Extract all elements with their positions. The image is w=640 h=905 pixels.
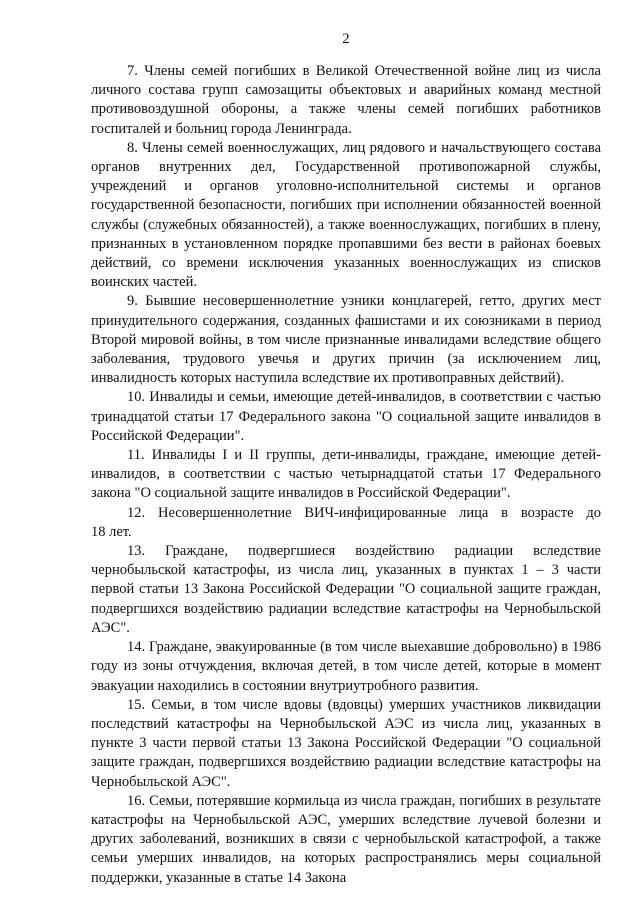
paragraph-9: 9. Бывшие несовершеннолетние узники концлагерей, гетто, других мест принудительного содержания, созданных фашистами и их союзниками в период Второй мировой войны, в том числе признанные инвалидами вследствие общего заболевания, трудового увечья и других причин (за исключением лиц, инвалидность которых наступила вследствие их противоправных действий). xyxy=(91,293,601,387)
paragraph-12: 12. Несовершеннолетние ВИЧ-инфицированные лица в возрасте до xyxy=(127,504,601,521)
document-page xyxy=(91,30,601,888)
paragraph-15: 15. Семьи, в том числе вдовы (вдовцы) умерших участников ликвидации последствий катастрофы на Чернобыльской АЭС из числа лиц, указанных в пункте 3 части первой статьи 13 Закона Российской Федерации "О социальной защите граждан, подвергшихся воздействию радиации вследствие катастрофы на Чернобыльской АЭС". xyxy=(91,696,601,790)
paragraph-16: 16. Семьи, потерявшие кормильца из числа граждан, погибших в результате катастрофы на Чернобыльской АЭС, умерших вследствие лучевой болезни и других заболеваний, возникших в связи с чернобыльской катастрофой, а также семьи умерших инвалидов, на которых распространялись меры социальной поддержки, указанные в статье 14 Закона xyxy=(91,792,601,886)
paragraph-7: 7. Члены семей погибших в Великой Отечественной войне лиц из числа личного состава групп самозащиты объектовых и аварийных команд местной противовоздушной обороны, а также члены семей погибших работников госпиталей и больниц города Ленинграда. xyxy=(91,63,601,137)
page-number: 2 xyxy=(342,31,350,47)
paragraph-12-continuation: 18 лет. xyxy=(91,523,132,540)
paragraph-8: 8. Члены семей военнослужащих, лиц рядового и начальствующего состава органов внутренних дел, Государственной противопожарной службы, учреждений и органов уголовно-исполнительной системы и органов государственной безопасности, погибших при исполнении обязанностей военной службы (служебных обязанностей), а также военнослужащих, погибших в плену, признанных в установленном порядке пропавшими без вести в районах боевых действий, со времени исключения указанных военнослужащих из списков воинских частей. xyxy=(91,139,601,291)
paragraph-13: 13. Граждане, подвергшиеся воздействию радиации вследствие чернобыльской катастрофы, из числа лиц, указанных в пунктах 1 – 3 части первой статьи 13 Закона Российской Федерации "О социальной защите граждан, подвергшихся воздействию радиации вследствие катастрофы на Чернобыльской АЭС". xyxy=(91,543,601,636)
paragraph-10: 10. Инвалиды и семьи, имеющие детей-инвалидов, в соответствии с частью тринадцатой статьи 17 Федерального закона "О социальной защите инвалидов в Российской Федерации". xyxy=(91,389,601,444)
paragraph-14: 14. Граждане, эвакуированные (в том числе выехавшие добровольно) в 1986 году из зоны отчуждения, включая детей, в том числе детей, которые в момент эвакуации находились в состоянии внутриутробного развития. xyxy=(91,639,601,694)
paragraph-11: 11. Инвалиды I и II группы, дети-инвалиды, граждане, имеющие детей-инвалидов, в соответствии с частью четырнадцатой статьи 17 Федерального закона "О социальной защите инвалидов в Российской Федерации". xyxy=(91,447,601,502)
